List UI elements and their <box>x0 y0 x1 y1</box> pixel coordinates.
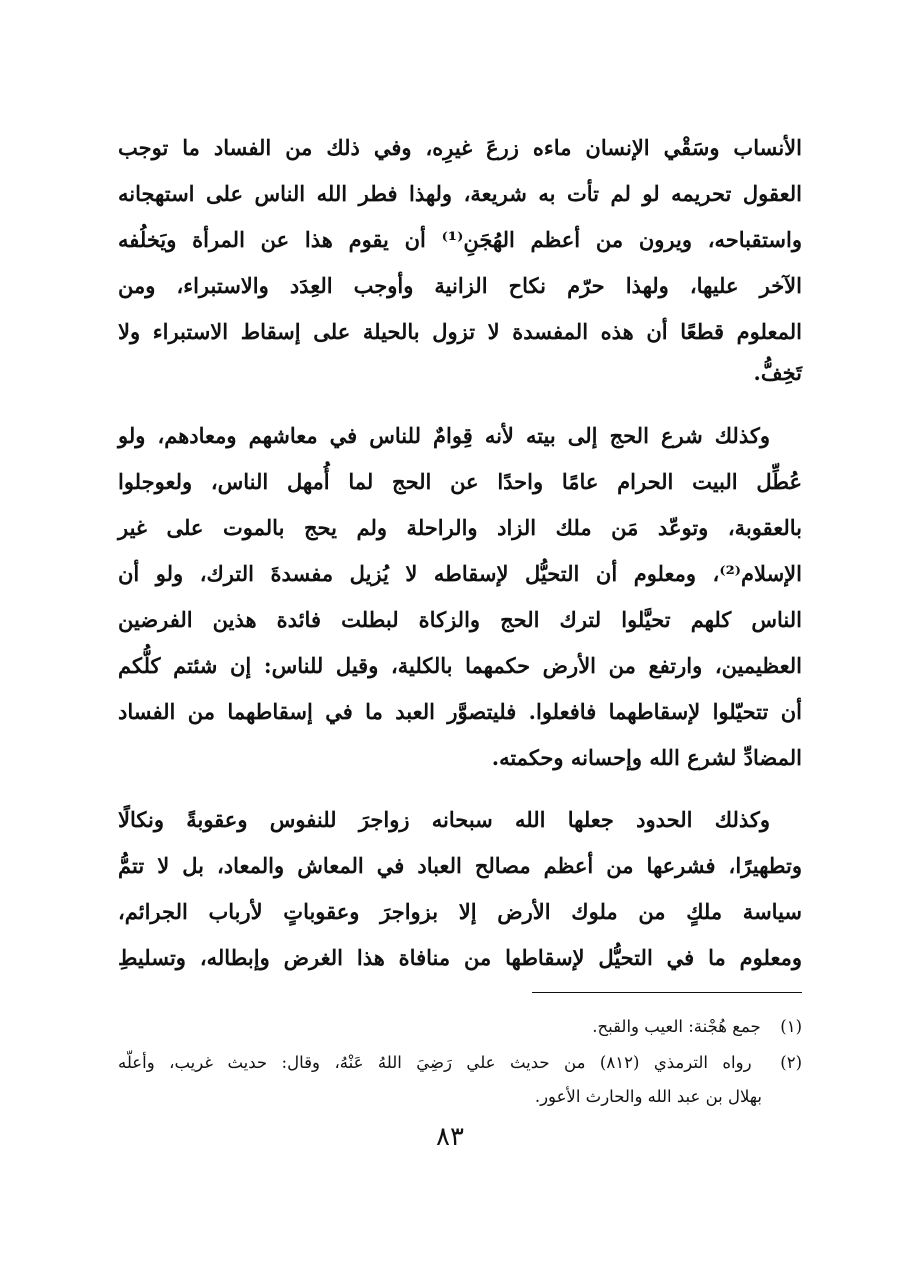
footnote <box>118 1010 802 1044</box>
text-line: العقول تحريمه لو لم تأت به شريعة، ولهذا فطر الله الناس على استهجانه <box>118 181 802 206</box>
text-line: تَخِفُّ. <box>753 360 802 385</box>
text-line: وتطهيرًا، فشرعها من أعظم مصالح العباد في المعاش والمعاد، بل لا تتمُّ <box>118 853 802 878</box>
footnote-divider <box>532 992 802 993</box>
text-line: وكذلك شرع الحج إلى بيته لأنه قِوامٌ للناس في معاشهم ومعادهم، ولو <box>118 423 770 448</box>
text-line: أن تتحيّلوا لإسقاطهما فافعلوا. فليتصوَّر العبد ما في إسقاطهما من الفساد <box>118 699 802 724</box>
page-number: ٨٣ <box>436 1122 464 1152</box>
footnote-text: جمع هُجْنة: العيب والقبح. <box>592 1017 761 1036</box>
text-line: عُطِّل البيت الحرام عامًا واحدًا عن الحج لما أُمهل الناس، ولعوجلوا <box>118 469 802 494</box>
text-line: المعلوم قطعًا أن هذه المفسدة لا تزول بالحيلة على إسقاط الاستبراء ولا <box>118 319 802 344</box>
text-line: الإسلام⁽²⁾، ومعلوم أن التحيُّل لإسقاطه لا يُزيل مفسدةَ الترك، ولو أن <box>118 561 802 586</box>
text-line: الناس كلهم تحيَّلوا لترك الحج والزكاة لبطلت فائدة هذين الفرضين <box>118 607 802 632</box>
footnote-number: (١) <box>780 1017 802 1036</box>
text-line: الأنساب وسَقْي الإنسان ماءه زرعَ غيرِه، وفي ذلك من الفساد ما توجب <box>118 135 802 160</box>
footnote-continuation: بهلال بن عبد الله والحارث الأعور. <box>534 1087 762 1106</box>
text-line: ومعلوم ما في التحيُّل لإسقاطها من منافاة هذا الغرض وإبطاله، وتسليطِ <box>118 945 802 970</box>
footnote <box>118 1046 802 1080</box>
footnote-number: (٢) <box>780 1053 802 1072</box>
text-line: وكذلك الحدود جعلها الله سبحانه زواجرَ للنفوس وعقوبةً ونكالًا <box>118 807 770 832</box>
text-line: العظيمين، وارتفع من الأرض حكمهما بالكلية، وقيل للناس: إن شئتم كلُّكم <box>118 653 802 678</box>
text-line: سياسة ملكٍ من ملوك الأرض إلا بزواجرَ وعقوباتٍ لأرباب الجرائم، <box>118 899 802 924</box>
text-line: المضادِّ لشرع الله وإحسانه وحكمته. <box>491 745 802 770</box>
footnote-text: رواه الترمذي (٨١٢) من حديث علي رَضِيَ اللهُ عَنْهُ، وقال: حديث غريب، وأعلّه <box>118 1053 752 1072</box>
text-line: الآخر عليها، ولهذا حرّم نكاح الزانية وأوجب العِدَد والاستبراء، ومن <box>118 273 802 298</box>
text-line: بالعقوبة، وتوعّد مَن ملك الزاد والراحلة ولم يحج بالموت على غير <box>118 515 802 540</box>
text-line: واستقباحه، ويرون من أعظم الهُجَنِ⁽¹⁾ أن يقوم هذا عن المرأة ويَخلُفه <box>118 227 802 252</box>
